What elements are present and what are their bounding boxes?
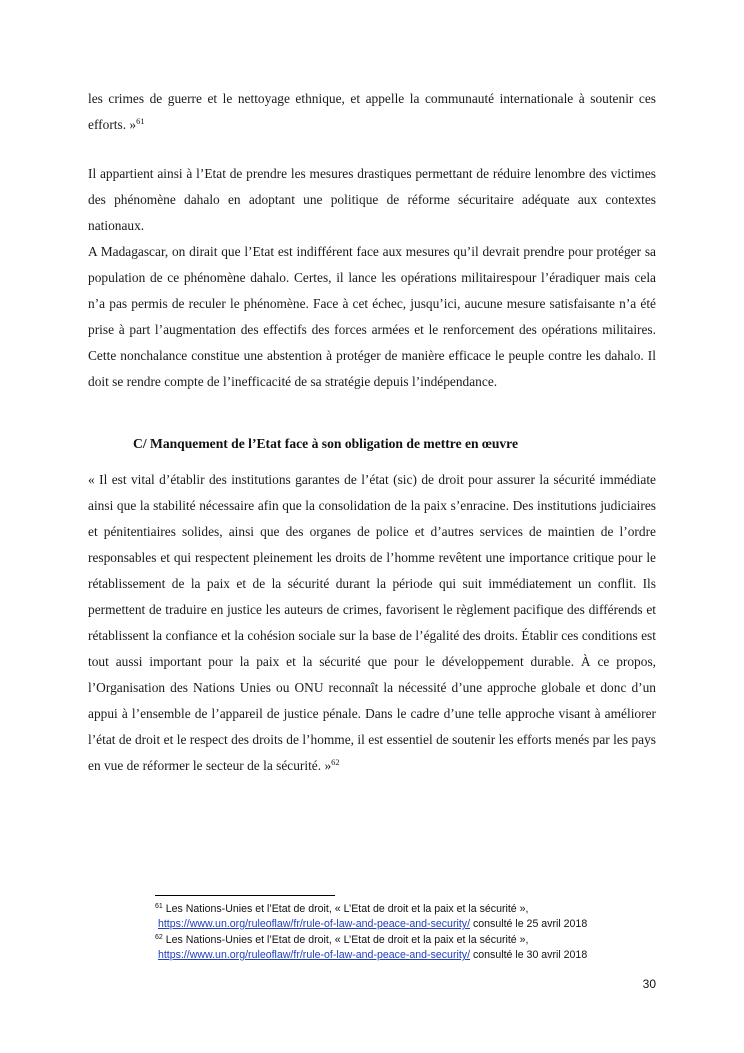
paragraph-madagascar: A Madagascar, on dirait que l’Etat est indifférent face aux mesures qu’il devrait prendre pour protéger sa population de ce phénomène dahalo. Certes, il lance les opérations militairespour l’éradiquer mais cela n’a pas permis de reculer le phénomène. Face à cet échec, jusqu’ici, aucune mesure satisfaisante n’a été prise à part l’augmentation des effectifs des forces armées et le renforcement des opérations militaires. Cette nonchalance constitue une abstention à protéger de manière efficace le peuple contre les dahalo. Il doit se rendre compte de l’inefficacité de sa stratégie depuis l’indépendance. xyxy=(88,244,656,389)
footnote-consulted: consulté le 25 avril 2018 xyxy=(470,918,588,930)
page-number: 30 xyxy=(642,977,656,991)
footnote-link[interactable]: https://www.un.org/ruleoflaw/fr/rule-of-law-and-peace-and-security/ xyxy=(157,949,471,961)
footnote-61 xyxy=(155,902,655,932)
footnote-text: Les Nations-Unies et l’Etat de droit, « L’Etat de droit et la paix et la sécurité », xyxy=(162,903,529,915)
footnote-separator xyxy=(155,895,335,896)
paragraph-reform: Il appartient ainsi à l’Etat de prendre les mesures drastiques permettant de réduire lenombre des victimes des phénomène dahalo en adoptant une politique de réforme sécuritaire adéquate aux contextes nationaux. xyxy=(88,166,656,233)
paragraph-quote xyxy=(88,467,656,779)
paragraph-continuation xyxy=(88,86,656,138)
paragraph-text: « Il est vital d’établir des institutions garantes de l’état (sic) de droit pour assurer la sécurité immédiate ainsi que la stabilité nécessaire afin que la consolidation de la paix s’enracine. Des institutions judiciaires et pénitentiaires solides, ainsi que des organes de police et d’autres services de maintien de l’ordre responsables et qui respectent pleinement les droits de l’homme revêtent une importance critique pour le rétablissement de la paix et de la sécurité durant la période qui suit immédiatement un conflit. Ils permettent de traduire en justice les auteurs de crimes, favorisent le règlement pacifique des différends et rétablissent la confiance et la cohésion sociale sur la base de l’égalité des droits. Établir ces conditions est tout aussi important pour la paix et la sécurité que pour le développement durable. À ce propos, l’Organisation des Nations Unies ou ONU reconnaît la nécessité d’une approche globale et donc d’un appui à l’ensemble de l’appareil de justice pénale. Dans le cadre d’une telle approche visant à améliorer l’état de droit et le respect des droits de l’homme, il est essentiel de soutenir les efforts menés par les pays en vue de réformer le secteur de la sécurité. » xyxy=(88,472,656,773)
footnote-reference[interactable]: 61 xyxy=(136,116,145,126)
footnote-consulted: consulté le 30 avril 2018 xyxy=(470,949,588,961)
footnote-link[interactable]: https://www.un.org/ruleoflaw/fr/rule-of-law-and-peace-and-security/ xyxy=(157,918,471,930)
section-heading: C/ Manquement de l’Etat face à son obligation de mettre en œuvre xyxy=(133,436,518,451)
footnote-number: 61 xyxy=(155,903,163,910)
footnote-number: 62 xyxy=(155,934,163,941)
footnote-62 xyxy=(155,933,655,963)
footnote-text: Les Nations-Unies et l’Etat de droit, « L’Etat de droit et la paix et la sécurité », xyxy=(162,934,529,946)
footnote-reference[interactable]: 62 xyxy=(331,757,340,767)
paragraph-text: les crimes de guerre et le nettoyage ethnique, et appelle la communauté internationale à soutenir ces efforts. » xyxy=(88,91,656,132)
